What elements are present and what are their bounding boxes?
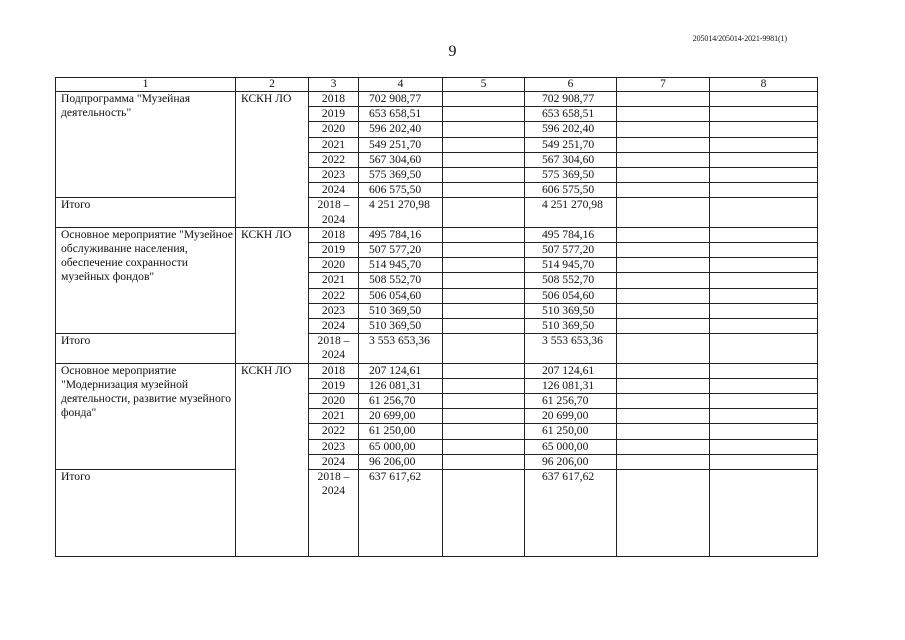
amount-col-7 bbox=[617, 273, 710, 288]
amount-col-5 bbox=[443, 439, 525, 454]
header-col-8: 8 bbox=[710, 78, 818, 92]
amount-col-6: 61 256,70 bbox=[525, 394, 617, 409]
amount-col-4: 514 945,70 bbox=[359, 258, 443, 273]
amount-col-5 bbox=[443, 227, 525, 242]
amount-col-5 bbox=[443, 122, 525, 137]
responsible-executor: КСКН ЛО bbox=[236, 227, 309, 363]
budget-table bbox=[55, 77, 818, 557]
total-label: Итого bbox=[56, 198, 236, 227]
year-cell: 2024 bbox=[309, 454, 359, 469]
amount-col-8 bbox=[710, 168, 818, 183]
program-name: Подпрограмма "Музейная деятельность" bbox=[56, 92, 236, 198]
amount-col-7 bbox=[617, 107, 710, 122]
total-col-8 bbox=[710, 334, 818, 363]
amount-col-8 bbox=[710, 258, 818, 273]
amount-col-5 bbox=[443, 378, 525, 393]
responsible-executor: КСКН ЛО bbox=[236, 92, 309, 228]
table-row bbox=[56, 363, 818, 378]
amount-col-4: 126 081,31 bbox=[359, 378, 443, 393]
amount-col-5 bbox=[443, 394, 525, 409]
amount-col-8 bbox=[710, 273, 818, 288]
total-col-6: 3 553 653,36 bbox=[525, 334, 617, 363]
amount-col-8 bbox=[710, 454, 818, 469]
year-cell: 2023 bbox=[309, 303, 359, 318]
amount-col-7 bbox=[617, 122, 710, 137]
amount-col-7 bbox=[617, 288, 710, 303]
total-period: 2018 – 2024 bbox=[309, 470, 359, 557]
amount-col-7 bbox=[617, 92, 710, 107]
total-col-7 bbox=[617, 198, 710, 227]
program-name: Основное мероприятие "Модернизация музейной деятельности, развитие музейного фонда" bbox=[56, 363, 236, 469]
amount-col-6: 508 552,70 bbox=[525, 273, 617, 288]
year-cell: 2019 bbox=[309, 107, 359, 122]
amount-col-4: 575 369,50 bbox=[359, 168, 443, 183]
amount-col-7 bbox=[617, 152, 710, 167]
amount-col-6: 506 054,60 bbox=[525, 288, 617, 303]
amount-col-8 bbox=[710, 152, 818, 167]
amount-col-7 bbox=[617, 168, 710, 183]
year-cell: 2020 bbox=[309, 394, 359, 409]
amount-col-4: 96 206,00 bbox=[359, 454, 443, 469]
amount-col-8 bbox=[710, 243, 818, 258]
total-col-5 bbox=[443, 470, 525, 557]
amount-col-8 bbox=[710, 137, 818, 152]
amount-col-5 bbox=[443, 319, 525, 334]
header-col-6: 6 bbox=[525, 78, 617, 92]
header-row bbox=[56, 78, 818, 92]
amount-col-8 bbox=[710, 92, 818, 107]
amount-col-7 bbox=[617, 363, 710, 378]
amount-col-4: 702 908,77 bbox=[359, 92, 443, 107]
amount-col-8 bbox=[710, 363, 818, 378]
amount-col-5 bbox=[443, 363, 525, 378]
amount-col-5 bbox=[443, 183, 525, 198]
amount-col-7 bbox=[617, 378, 710, 393]
header-col-1: 1 bbox=[56, 78, 236, 92]
program-name: Основное мероприятие "Музейное обслуживание населения, обеспечение сохранности музейных фондов" bbox=[56, 227, 236, 333]
year-cell: 2022 bbox=[309, 424, 359, 439]
amount-col-5 bbox=[443, 152, 525, 167]
amount-col-8 bbox=[710, 107, 818, 122]
amount-col-6: 510 369,50 bbox=[525, 303, 617, 318]
amount-col-6: 96 206,00 bbox=[525, 454, 617, 469]
amount-col-4: 507 577,20 bbox=[359, 243, 443, 258]
amount-col-7 bbox=[617, 258, 710, 273]
total-period: 2018 – 2024 bbox=[309, 198, 359, 227]
amount-col-5 bbox=[443, 454, 525, 469]
year-cell: 2022 bbox=[309, 288, 359, 303]
amount-col-5 bbox=[443, 92, 525, 107]
total-label: Итого bbox=[56, 334, 236, 363]
amount-col-5 bbox=[443, 303, 525, 318]
year-cell: 2022 bbox=[309, 152, 359, 167]
header-col-3: 3 bbox=[309, 78, 359, 92]
year-cell: 2020 bbox=[309, 258, 359, 273]
total-col-7 bbox=[617, 470, 710, 557]
amount-col-4: 510 369,50 bbox=[359, 319, 443, 334]
year-cell: 2018 bbox=[309, 227, 359, 242]
total-period: 2018 – 2024 bbox=[309, 334, 359, 363]
amount-col-5 bbox=[443, 258, 525, 273]
amount-col-4: 653 658,51 bbox=[359, 107, 443, 122]
amount-col-8 bbox=[710, 439, 818, 454]
amount-col-6: 495 784,16 bbox=[525, 227, 617, 242]
amount-col-5 bbox=[443, 288, 525, 303]
amount-col-4: 495 784,16 bbox=[359, 227, 443, 242]
year-cell: 2018 bbox=[309, 92, 359, 107]
table-row bbox=[56, 92, 818, 107]
total-col-4: 4 251 270,98 bbox=[359, 198, 443, 227]
amount-col-4: 510 369,50 bbox=[359, 303, 443, 318]
document-id: 205014/205014-2021-9981(1) bbox=[692, 34, 787, 43]
total-col-6: 637 617,62 bbox=[525, 470, 617, 557]
year-cell: 2024 bbox=[309, 183, 359, 198]
amount-col-7 bbox=[617, 409, 710, 424]
year-cell: 2018 bbox=[309, 363, 359, 378]
amount-col-6: 126 081,31 bbox=[525, 378, 617, 393]
amount-col-5 bbox=[443, 137, 525, 152]
amount-col-6: 575 369,50 bbox=[525, 168, 617, 183]
year-cell: 2021 bbox=[309, 409, 359, 424]
total-col-6: 4 251 270,98 bbox=[525, 198, 617, 227]
amount-col-8 bbox=[710, 183, 818, 198]
amount-col-5 bbox=[443, 273, 525, 288]
amount-col-8 bbox=[710, 319, 818, 334]
year-cell: 2020 bbox=[309, 122, 359, 137]
header-col-7: 7 bbox=[617, 78, 710, 92]
year-cell: 2019 bbox=[309, 243, 359, 258]
total-row bbox=[56, 198, 818, 227]
year-cell: 2019 bbox=[309, 378, 359, 393]
amount-col-5 bbox=[443, 409, 525, 424]
total-col-5 bbox=[443, 198, 525, 227]
amount-col-4: 506 054,60 bbox=[359, 288, 443, 303]
amount-col-4: 65 000,00 bbox=[359, 439, 443, 454]
header-col-2: 2 bbox=[236, 78, 309, 92]
amount-col-4: 61 256,70 bbox=[359, 394, 443, 409]
total-col-4: 637 617,62 bbox=[359, 470, 443, 557]
amount-col-4: 596 202,40 bbox=[359, 122, 443, 137]
amount-col-6: 507 577,20 bbox=[525, 243, 617, 258]
amount-col-6: 567 304,60 bbox=[525, 152, 617, 167]
amount-col-4: 606 575,50 bbox=[359, 183, 443, 198]
amount-col-6: 510 369,50 bbox=[525, 319, 617, 334]
amount-col-7 bbox=[617, 424, 710, 439]
amount-col-7 bbox=[617, 303, 710, 318]
amount-col-4: 61 250,00 bbox=[359, 424, 443, 439]
amount-col-4: 549 251,70 bbox=[359, 137, 443, 152]
amount-col-6: 65 000,00 bbox=[525, 439, 617, 454]
year-cell: 2021 bbox=[309, 137, 359, 152]
amount-col-6: 549 251,70 bbox=[525, 137, 617, 152]
amount-col-8 bbox=[710, 394, 818, 409]
table-row bbox=[56, 227, 818, 242]
amount-col-8 bbox=[710, 409, 818, 424]
total-col-4: 3 553 653,36 bbox=[359, 334, 443, 363]
amount-col-6: 606 575,50 bbox=[525, 183, 617, 198]
page-number: 9 bbox=[448, 43, 457, 60]
amount-col-8 bbox=[710, 227, 818, 242]
amount-col-7 bbox=[617, 243, 710, 258]
amount-col-6: 514 945,70 bbox=[525, 258, 617, 273]
amount-col-5 bbox=[443, 424, 525, 439]
amount-col-6: 702 908,77 bbox=[525, 92, 617, 107]
header-col-5: 5 bbox=[443, 78, 525, 92]
header-col-4: 4 bbox=[359, 78, 443, 92]
amount-col-6: 596 202,40 bbox=[525, 122, 617, 137]
responsible-executor: КСКН ЛО bbox=[236, 363, 309, 556]
amount-col-6: 61 250,00 bbox=[525, 424, 617, 439]
year-cell: 2024 bbox=[309, 319, 359, 334]
amount-col-8 bbox=[710, 122, 818, 137]
amount-col-7 bbox=[617, 137, 710, 152]
amount-col-8 bbox=[710, 303, 818, 318]
amount-col-7 bbox=[617, 183, 710, 198]
amount-col-7 bbox=[617, 394, 710, 409]
total-col-8 bbox=[710, 198, 818, 227]
amount-col-6: 653 658,51 bbox=[525, 107, 617, 122]
amount-col-4: 567 304,60 bbox=[359, 152, 443, 167]
year-cell: 2023 bbox=[309, 439, 359, 454]
amount-col-4: 207 124,61 bbox=[359, 363, 443, 378]
amount-col-5 bbox=[443, 243, 525, 258]
amount-col-7 bbox=[617, 439, 710, 454]
amount-col-5 bbox=[443, 107, 525, 122]
year-cell: 2023 bbox=[309, 168, 359, 183]
total-col-5 bbox=[443, 334, 525, 363]
amount-col-4: 20 699,00 bbox=[359, 409, 443, 424]
total-col-8 bbox=[710, 470, 818, 557]
amount-col-5 bbox=[443, 168, 525, 183]
amount-col-7 bbox=[617, 454, 710, 469]
amount-col-8 bbox=[710, 378, 818, 393]
amount-col-6: 20 699,00 bbox=[525, 409, 617, 424]
amount-col-4: 508 552,70 bbox=[359, 273, 443, 288]
total-col-7 bbox=[617, 334, 710, 363]
table-body bbox=[56, 92, 818, 557]
total-row bbox=[56, 470, 818, 557]
amount-col-8 bbox=[710, 424, 818, 439]
amount-col-7 bbox=[617, 319, 710, 334]
year-cell: 2021 bbox=[309, 273, 359, 288]
amount-col-6: 207 124,61 bbox=[525, 363, 617, 378]
total-label: Итого bbox=[56, 470, 236, 557]
amount-col-8 bbox=[710, 288, 818, 303]
amount-col-7 bbox=[617, 227, 710, 242]
total-row bbox=[56, 334, 818, 363]
